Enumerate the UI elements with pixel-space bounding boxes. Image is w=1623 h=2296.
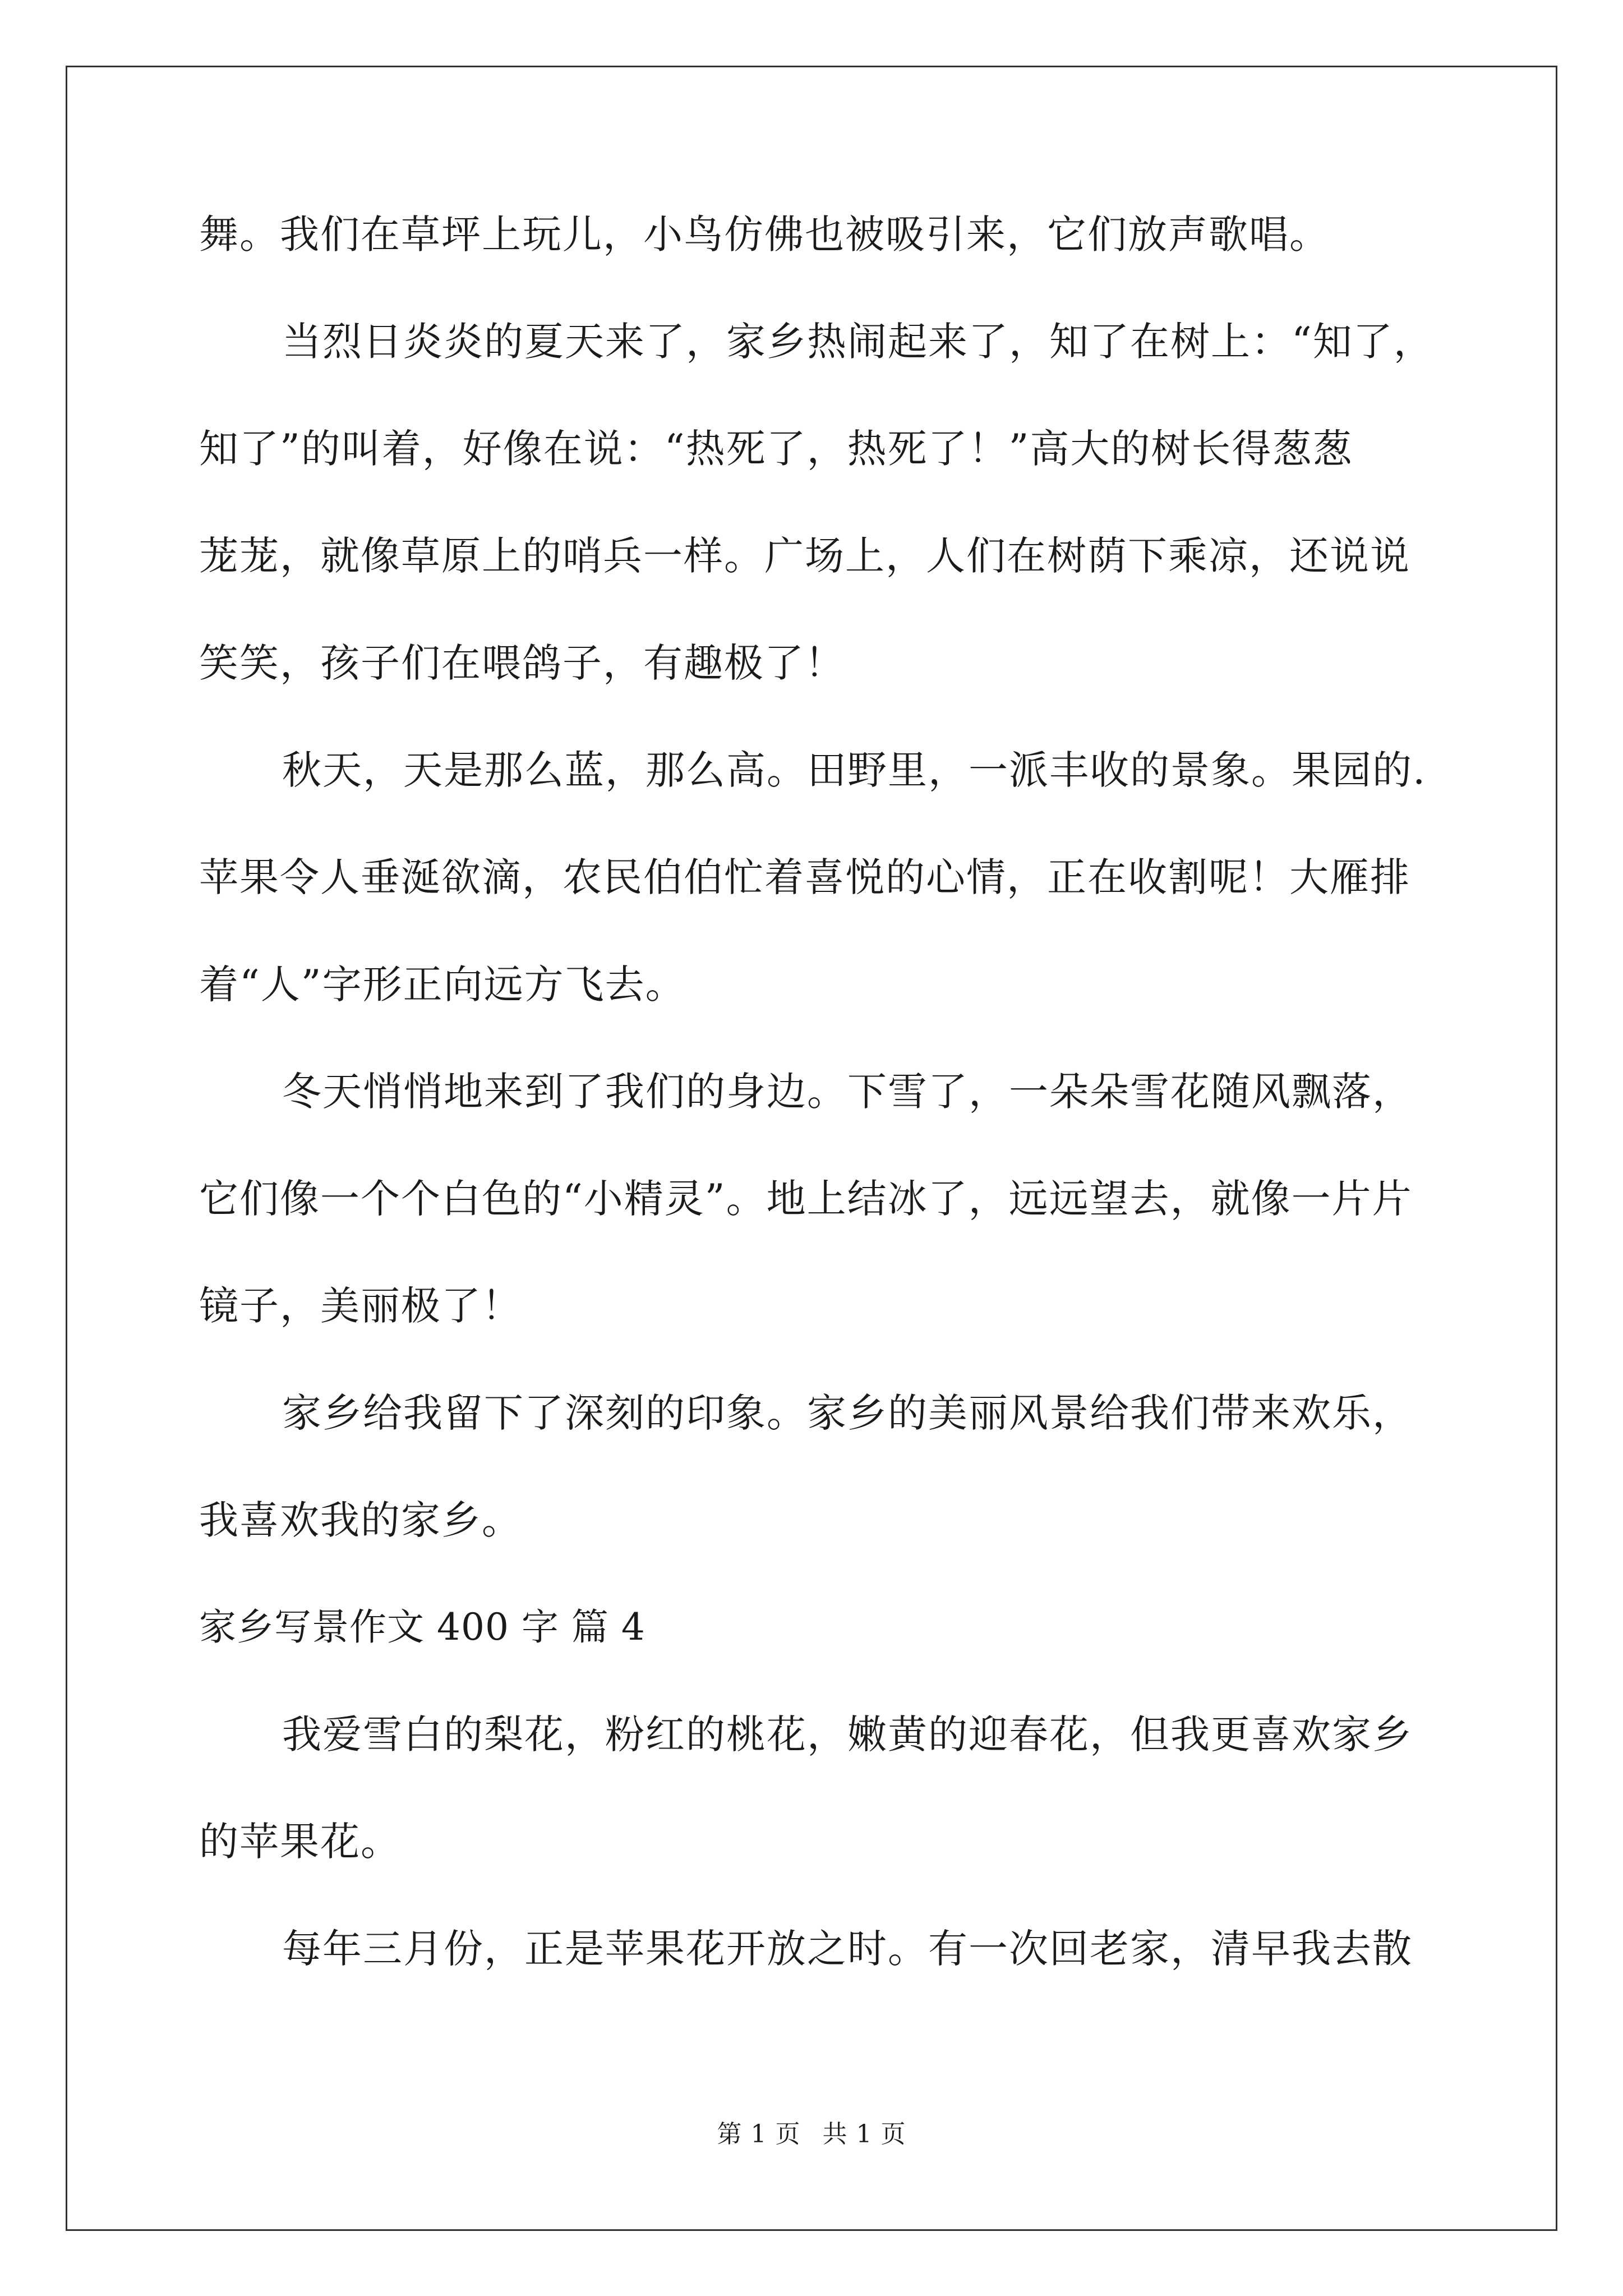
paragraph-start-line: 每年三月份，正是苹果花开放之时。有一次回老家，清早我去散 xyxy=(282,1926,1413,1972)
text-line: 舞。我们在草坪上玩儿，小鸟仿佛也被吸引来，它们放声歌唱。 xyxy=(199,211,1330,257)
text-line: 笑笑，孩子们在喂鸽子，有趣极了！ xyxy=(199,640,845,686)
section-heading: 家乡写景作文 400 字 篇 4 xyxy=(199,1605,645,1649)
paragraph-start-line: 秋天，天是那么蓝，那么高。田野里，一派丰收的景象。果园的. xyxy=(282,747,1427,793)
document-body xyxy=(199,213,1433,1970)
paragraph-start-line: 冬天悄悄地来到了我们的身边。下雪了，一朵朵雪花随风飘落， xyxy=(282,1069,1413,1115)
page-total: 共 1 页 xyxy=(822,2120,906,2148)
text-line: 苹果令人垂涎欲滴，农民伯伯忙着喜悦的心情，正在收割呢！大雁排 xyxy=(199,854,1410,900)
text-line: 它们像一个个白色的“小精灵”。地上结冰了，远远望去，就像一片片 xyxy=(199,1176,1413,1222)
paragraph-start-line: 我爱雪白的梨花，粉红的桃花，嫩黄的迎春花，但我更喜欢家乡 xyxy=(282,1711,1413,1757)
text-line: 的苹果花。 xyxy=(199,1819,401,1865)
text-line: 知了”的叫着，好像在说：“热死了，热死了！”高大的树长得葱葱 xyxy=(199,426,1353,472)
text-line: 茏茏，就像草原上的哨兵一样。广场上，人们在树荫下乘凉，还说说 xyxy=(199,533,1410,579)
text-line: 我喜欢我的家乡。 xyxy=(199,1497,522,1543)
page-footer xyxy=(0,2120,1623,2148)
paragraph-start-line: 家乡给我留下了深刻的印象。家乡的美丽风景给我们带来欢乐， xyxy=(282,1390,1413,1436)
page-number: 第 1 页 xyxy=(717,2120,801,2148)
paragraph-start-line: 当烈日炎炎的夏天来了，家乡热闹起来了，知了在树上：“知了， xyxy=(282,319,1434,365)
text-line: 着“人”字形正向远方飞去。 xyxy=(199,961,686,1007)
text-line: 镜子，美丽极了！ xyxy=(199,1283,522,1329)
